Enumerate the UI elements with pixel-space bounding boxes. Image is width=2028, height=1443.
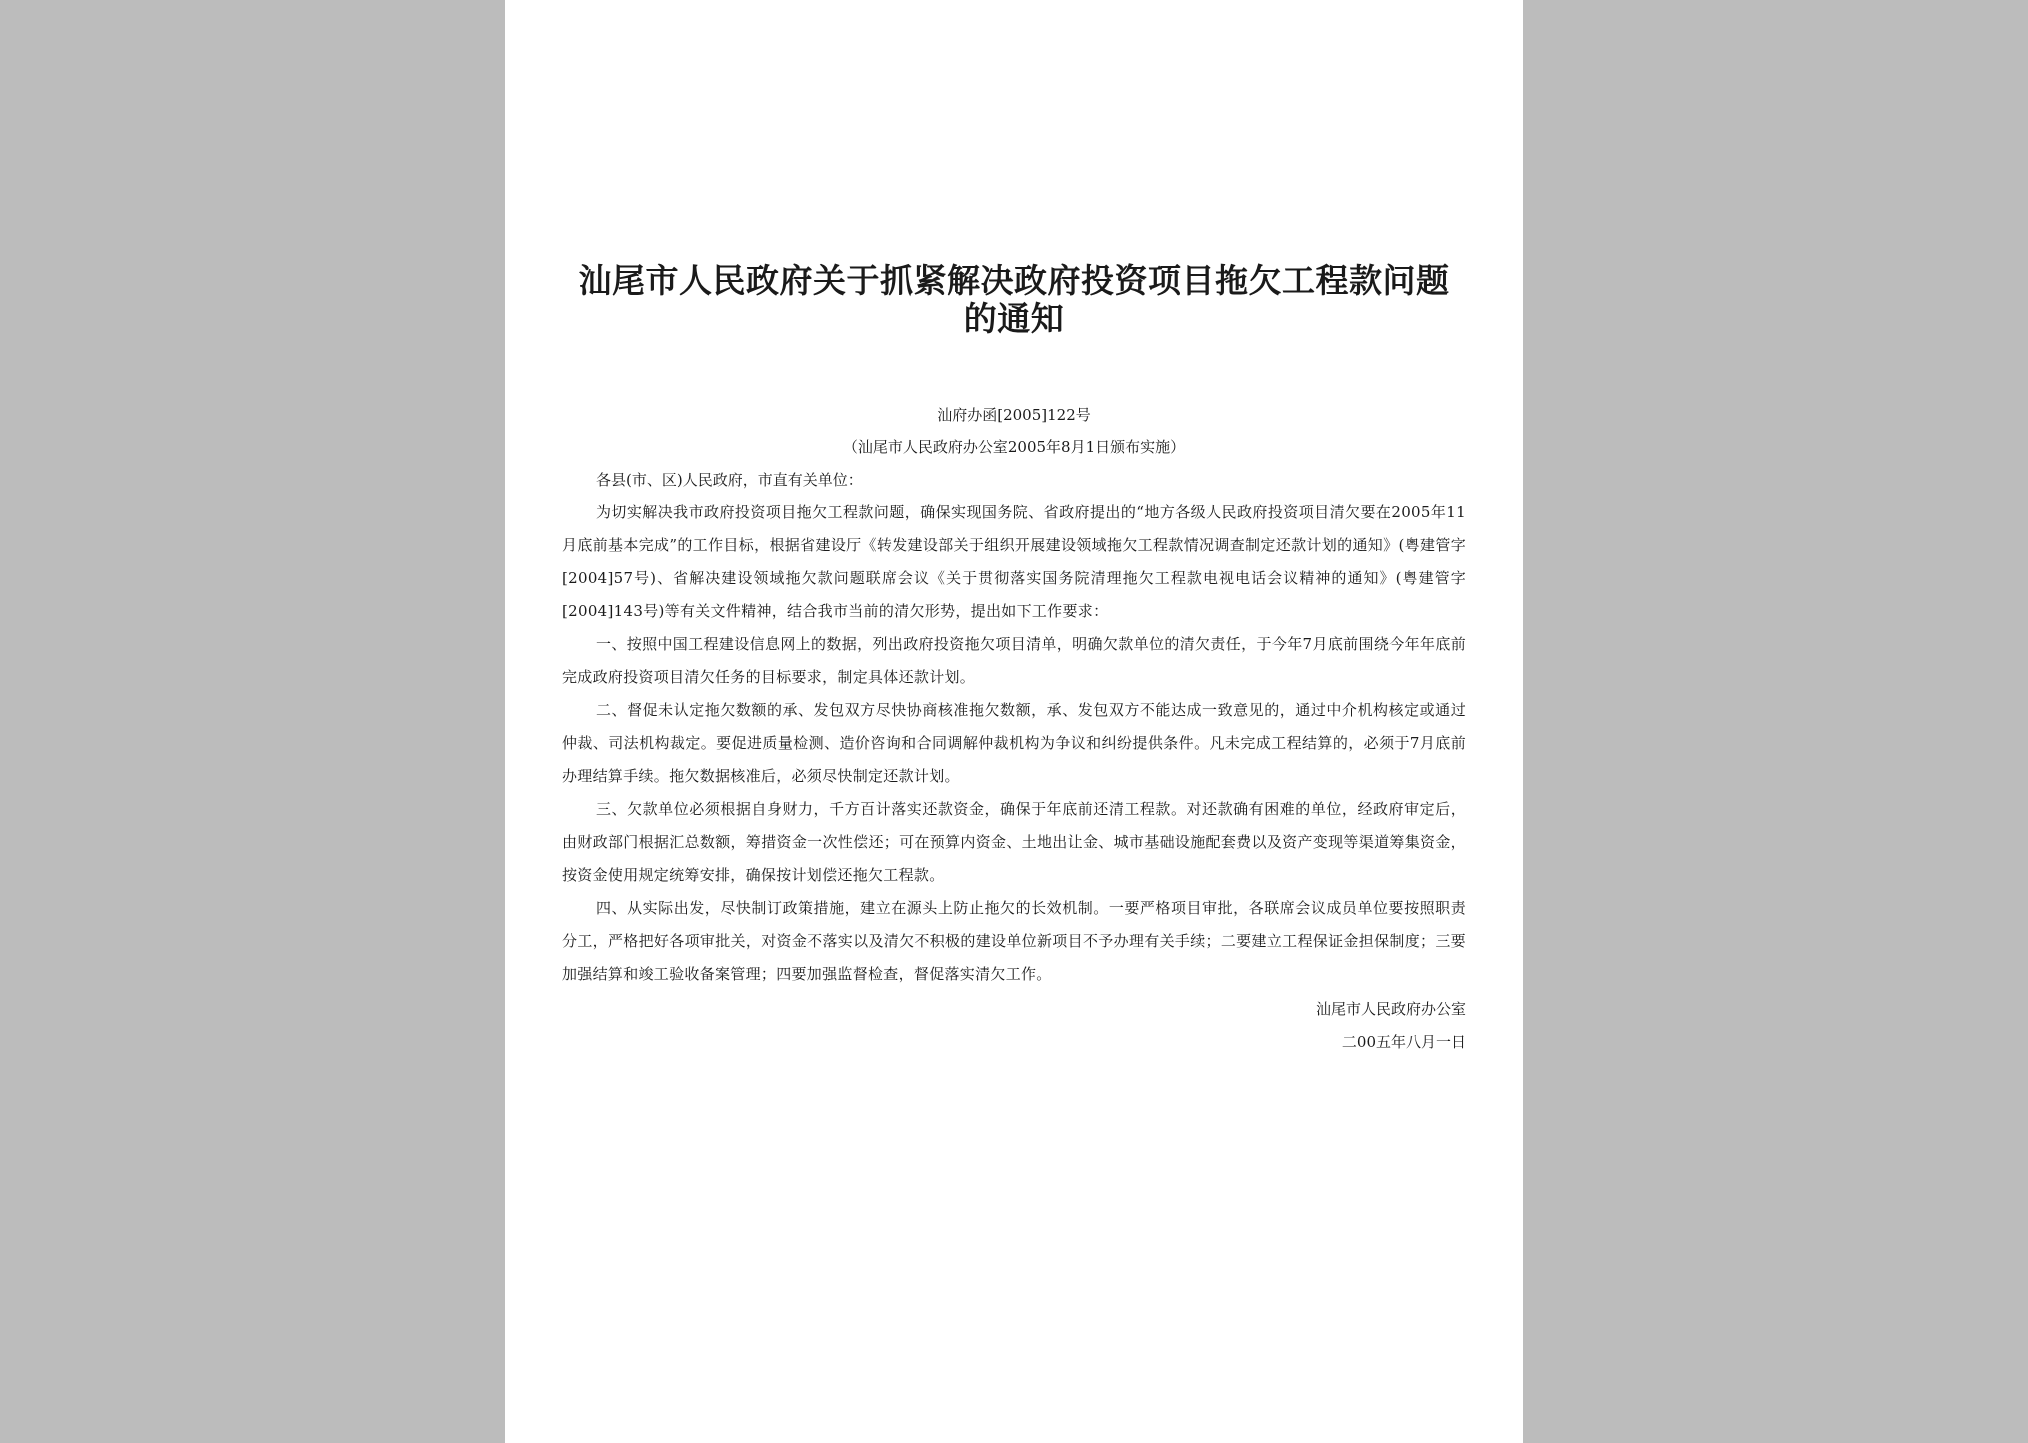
addressee: 各县(市、区)人民政府，市直有关单位： (596, 471, 863, 489)
document-title: 汕尾市人民政府关于抓紧解决政府投资项目拖欠工程款问题的通知 (578, 261, 1450, 338)
document-content (562, 262, 1466, 1059)
body-paragraph-4: 四、从实际出发，尽快制订政策措施，建立在源头上防止拖欠的长效机制。一要严格项目审批，各联席会议成员单位要按照职责分工，严格把好各项审批关，对资金不落实以及清欠不积极的建设单位新项目不予办理有关手续；二要建立工程保证金担保制度；三要加强结算和竣工验收备案管理；四要加强监督检查，督促落实清欠工作。 (562, 899, 1466, 983)
body-paragraph-3: 三、欠款单位必须根据自身财力，千方百计落实还款资金，确保于年底前还清工程款。对还款确有困难的单位，经政府审定后，由财政部门根据汇总数额，筹措资金一次性偿还；可在预算内资金、土地出让金、城市基础设施配套费以及资产变现等渠道筹集资金，按资金使用规定统筹安排，确保按计划偿还拖欠工程款。 (562, 800, 1466, 884)
body-paragraph-1: 一、按照中国工程建设信息网上的数据，列出政府投资拖欠项目清单，明确欠款单位的清欠责任，于今年7月底前围绕今年年底前完成政府投资项目清欠任务的目标要求，制定具体还款计划。 (562, 635, 1466, 686)
body-paragraph-2: 二、督促未认定拖欠数额的承、发包双方尽快协商核准拖欠数额，承、发包双方不能达成一致意见的，通过中介机构核定或通过仲裁、司法机构裁定。要促进质量检测、造价咨询和合同调解仲裁机构为争议和纠纷提供条件。凡未完成工程结算的，必须于7月底前办理结算手续。拖欠数据核准后，必须尽快制定还款计划。 (562, 701, 1466, 785)
issue-note: （汕尾市人民政府办公室2005年8月1日颁布实施） (842, 438, 1186, 456)
signature: 汕尾市人民政府办公室 (1315, 1000, 1466, 1018)
document-date: 二00五年八月一日 (1341, 1033, 1466, 1051)
body-paragraph-intro: 为切实解决我市政府投资项目拖欠工程款问题，确保实现国务院、省政府提出的“地方各级人民政府投资项目清欠要在2005年11月底前基本完成”的工作目标，根据省建设厅《转发建设部关于组织开展建设领域拖欠工程款情况调查制定还款计划的通知》(粤建管字[2004]57号)、省解决建设领域拖欠款问题联席会议《关于贯彻落实国务院清理拖欠工程款电视电话会议精神的通知》(粤建管字[2004]143号)等有关文件精神，结合我市当前的清欠形势，提出如下工作要求： (562, 503, 1466, 620)
document-page (505, 0, 1523, 1443)
document-number: 汕府办函[2005]122号 (937, 406, 1091, 424)
